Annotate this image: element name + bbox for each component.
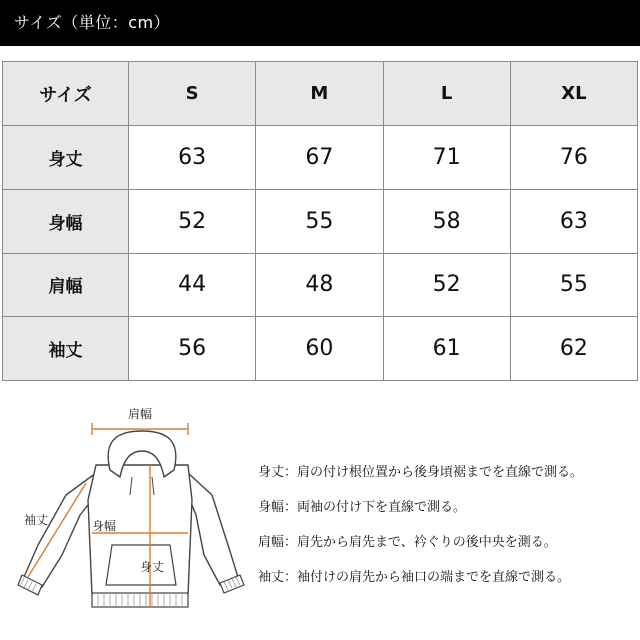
table-cell: 76 — [510, 126, 637, 190]
page-header — [0, 0, 640, 46]
table-cell: 52 — [129, 189, 256, 253]
note-mitake: 身丈：肩の付け根位置から後身頃裾までを直線で測る。 — [258, 465, 584, 480]
label-katahaba: 肩幅 — [128, 407, 153, 421]
label-sodetake: 袖丈 — [24, 513, 49, 527]
table-cell: 63 — [510, 189, 637, 253]
size-header-m: M — [256, 62, 383, 126]
header-title: サイズ（単位：cm） — [14, 13, 171, 32]
table-cell: 52 — [383, 253, 510, 317]
label-mihaba: 身幅 — [92, 519, 117, 533]
note-katahaba: 肩幅：肩先から肩先まで、衿ぐりの後中央を測る。 — [258, 535, 557, 550]
note-sodetake: 袖丈：袖付けの肩先から袖口の端までを直線で測る。 — [258, 570, 571, 585]
size-header-l: L — [383, 62, 510, 126]
table-row — [3, 126, 638, 190]
row-label: 身幅 — [3, 189, 129, 253]
size-table — [2, 61, 638, 381]
table-cell: 62 — [510, 317, 637, 381]
table-row — [3, 189, 638, 253]
table-cell: 60 — [256, 317, 383, 381]
row-label: 肩幅 — [3, 253, 129, 317]
row-label: 袖丈 — [3, 317, 129, 381]
table-cell: 56 — [129, 317, 256, 381]
size-header-xl: XL — [510, 62, 637, 126]
table-cell: 58 — [383, 189, 510, 253]
table-cell: 67 — [256, 126, 383, 190]
hoodie-diagram — [0, 395, 250, 640]
table-cell: 55 — [256, 189, 383, 253]
size-header-s: S — [129, 62, 256, 126]
table-row — [3, 253, 638, 317]
table-cell: 44 — [129, 253, 256, 317]
corner-label: サイズ — [3, 62, 129, 126]
row-label: 身丈 — [3, 126, 129, 190]
note-mihaba: 身幅：両袖の付け下を直線で測る。 — [258, 500, 467, 515]
table-header-row — [3, 62, 638, 126]
table-cell: 63 — [129, 126, 256, 190]
table-cell: 55 — [510, 253, 637, 317]
table-row — [3, 317, 638, 381]
table-cell: 61 — [383, 317, 510, 381]
label-mitake: 身丈 — [140, 560, 165, 574]
measurement-notes — [258, 455, 638, 595]
table-cell: 48 — [256, 253, 383, 317]
table-cell: 71 — [383, 126, 510, 190]
